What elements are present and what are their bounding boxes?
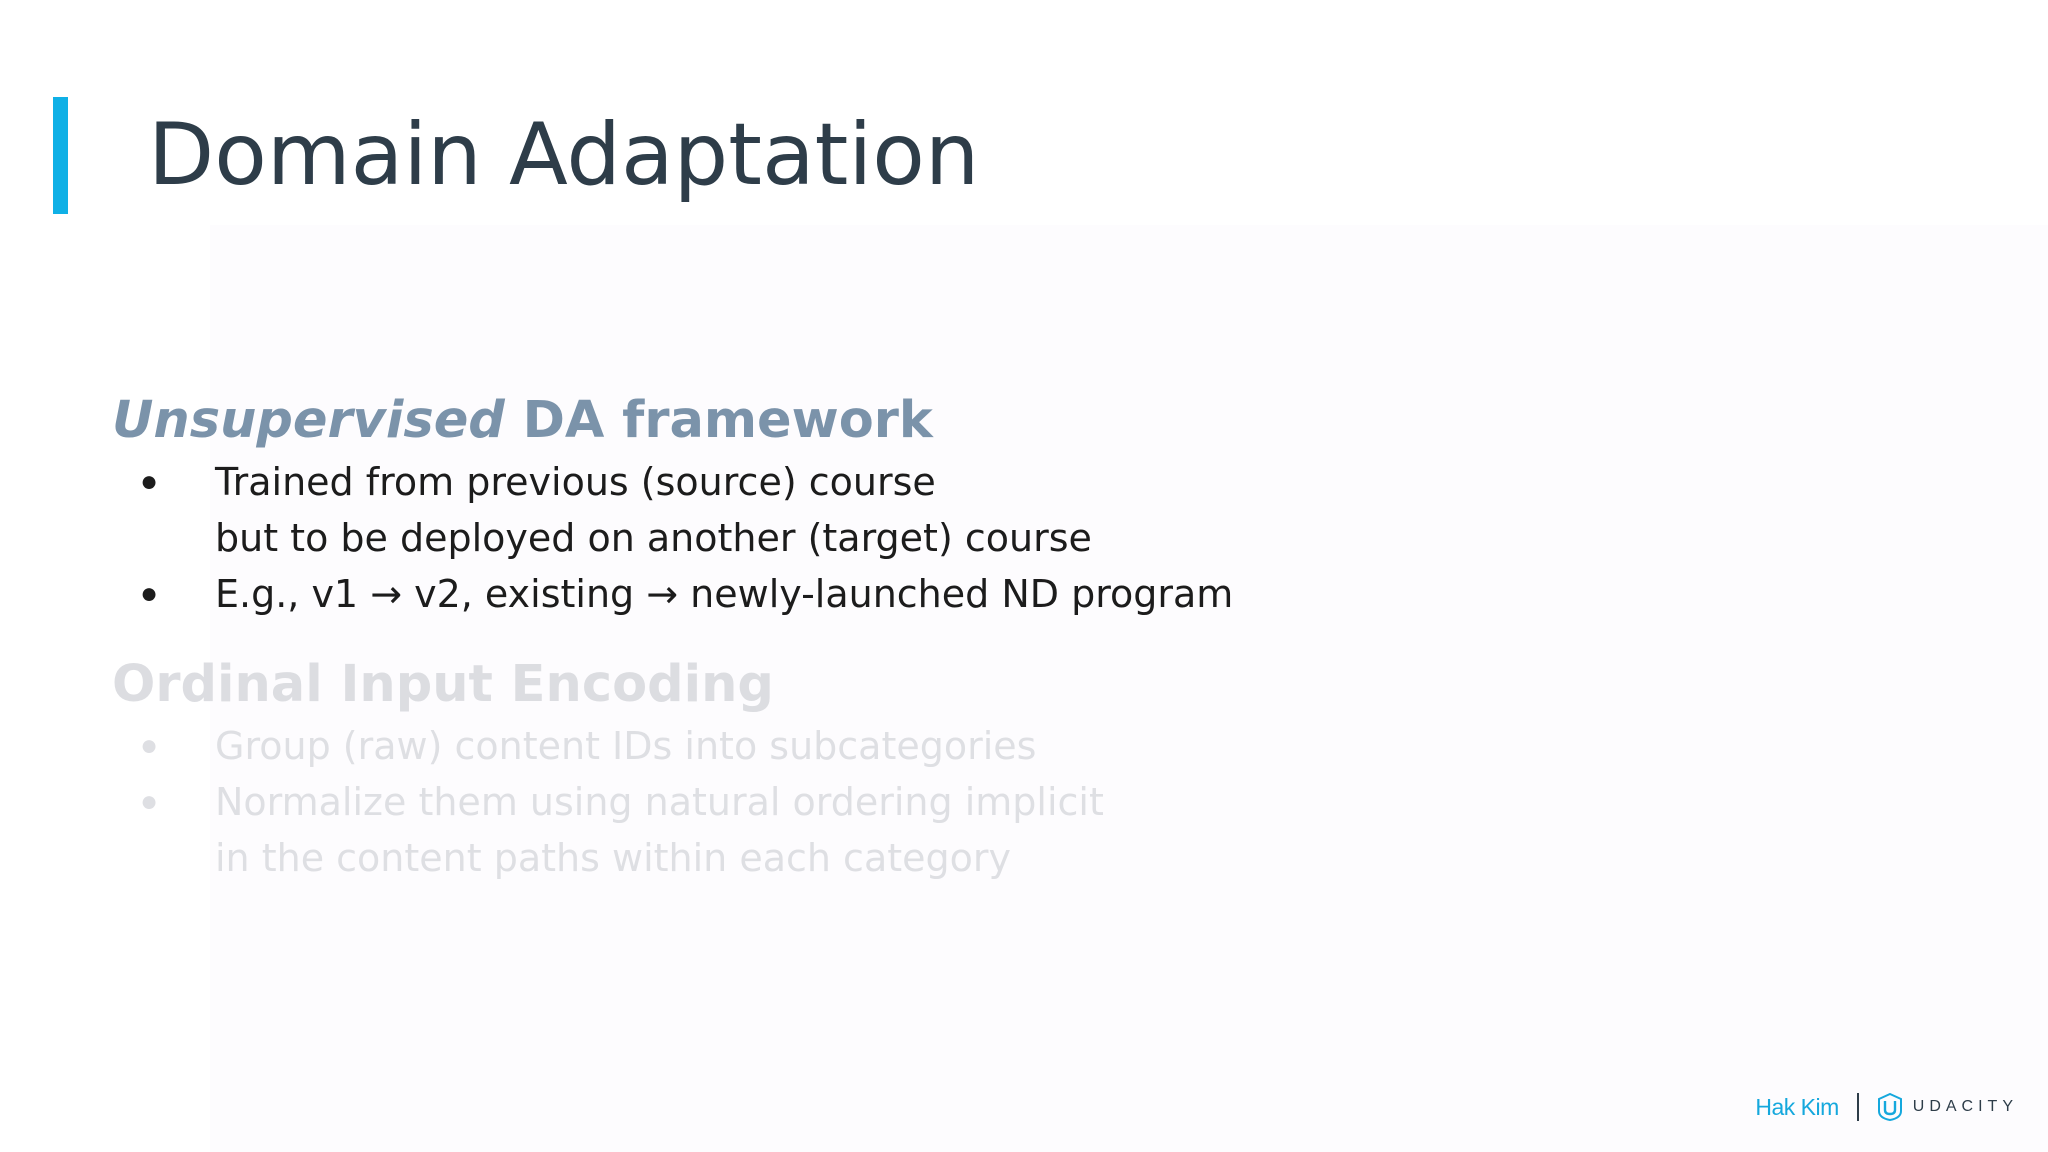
footer-divider: [1857, 1093, 1859, 1121]
section-heading: Ordinal Input Encoding: [112, 655, 774, 714]
bullet-item: [112, 566, 1233, 622]
bullet-line: in the content paths within each category: [215, 836, 1011, 880]
bullet-dot-icon: ●: [140, 465, 159, 498]
bullet-line: Normalize them using natural ordering implicit: [215, 780, 1104, 824]
bullet-item: [112, 718, 1104, 774]
section-unsupervised-da: [112, 388, 1233, 622]
bullet-item: [112, 454, 1233, 566]
bullet-dot-icon: ●: [140, 729, 159, 762]
section-ordinal-input-encoding: [112, 652, 1104, 886]
bullet-item: [112, 774, 1104, 886]
slide-title: Domain Adaptation: [148, 105, 980, 205]
bullet-dot-icon: ●: [140, 577, 159, 610]
section-heading-rest: DA framework: [504, 391, 933, 450]
section-heading: [112, 388, 1233, 454]
bullet-text: [215, 774, 1104, 886]
bullet-text: [215, 566, 1233, 622]
bullet-list: [112, 454, 1233, 622]
bullet-text: [215, 718, 1036, 774]
bullet-text: [215, 454, 1092, 566]
title-accent-bar: [53, 97, 68, 214]
bullet-line: Group (raw) content IDs into subcategories: [215, 724, 1037, 768]
brand-wordmark: UDACITY: [1912, 1098, 2018, 1115]
bullet-line: but to be deployed on another (target) course: [215, 516, 1092, 560]
bullet-dot-icon: ●: [140, 785, 159, 818]
bullet-list: [112, 718, 1104, 886]
presenter-name: Hak Kim: [1755, 1093, 1839, 1120]
bullet-line: Trained from previous (source) course: [215, 460, 936, 504]
section-heading-emphasis: Unsupervised: [112, 391, 505, 450]
udacity-logo-icon: [1877, 1093, 1903, 1121]
footer: [1755, 1089, 2018, 1125]
bullet-line: E.g., v1 → v2, existing → newly-launched ND program: [215, 572, 1234, 616]
